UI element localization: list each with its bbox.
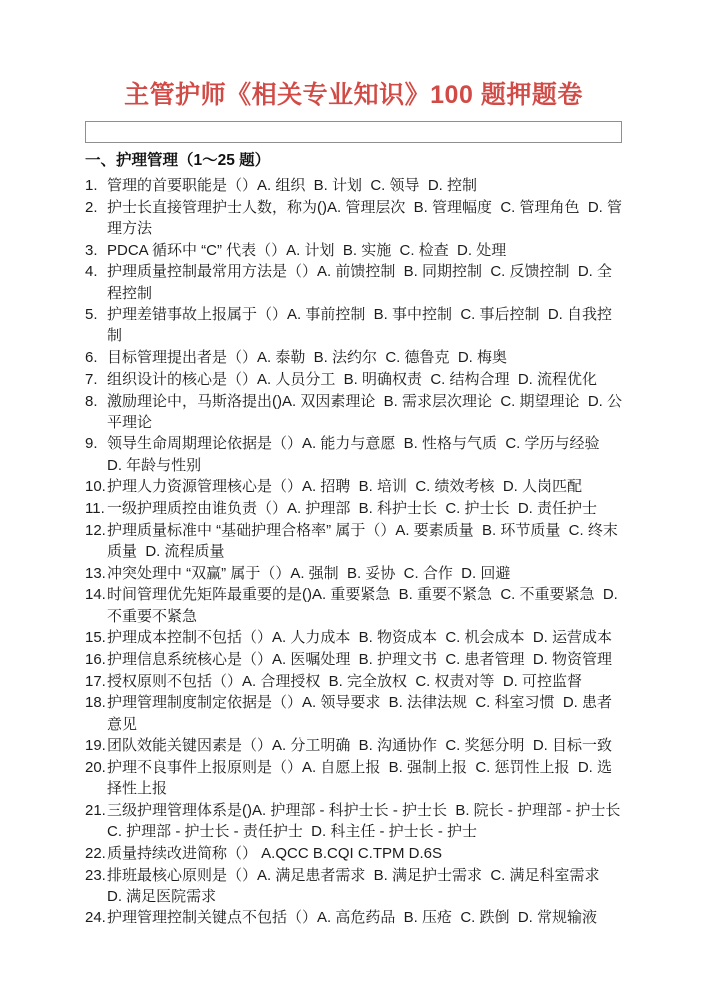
question-text: 护理质量控制最常用方法是（）A. 前馈控制 B. 同期控制 C. 反馈控制 D. 全程控制: [107, 263, 613, 302]
question-item: [85, 584, 622, 626]
question-item: [85, 843, 622, 864]
question-text: 冲突处理中 “双赢” 属于（）A. 强制 B. 妥协 C. 合作 D. 回避: [107, 564, 511, 582]
question-number: 16.: [85, 650, 106, 668]
question-number: 21.: [85, 801, 106, 819]
question-text: 授权原则不包括（）A. 合理授权 B. 完全放权 C. 权责对等 D. 可控监督: [107, 672, 583, 690]
question-item: [85, 649, 622, 670]
question-item: [85, 347, 622, 368]
question-item: [85, 498, 622, 519]
question-number: 12.: [85, 521, 106, 539]
question-item: [85, 735, 622, 756]
question-text: 组织设计的核心是（）A. 人员分工 B. 明确权责 C. 结构合理 D. 流程优化: [107, 370, 598, 388]
question-text: 领导生命周期理论依据是（）A. 能力与意愿 B. 性格与气质 C. 学历与经验 D. 年龄与性别: [107, 435, 608, 474]
question-number: 17.: [85, 672, 106, 690]
question-item: [85, 692, 622, 734]
question-item: [85, 627, 622, 648]
document-title: 主管护师《相关专业知识》100 题押题卷: [124, 81, 583, 109]
question-item: [85, 757, 622, 799]
question-item: [85, 240, 622, 261]
question-text: 时间管理优先矩阵最重要的是()A. 重要紧急 B. 重要不紧急 C. 不重要紧急 D. 不重要不紧急: [107, 586, 623, 625]
question-number: 11.: [85, 500, 105, 518]
question-item: [85, 175, 622, 196]
question-number: 15.: [85, 629, 106, 647]
document-content: [85, 78, 625, 929]
question-item: [85, 800, 625, 842]
question-item: [85, 197, 622, 239]
question-number: 5.: [85, 306, 98, 324]
question-text: 护理信息系统核心是（）A. 医嘱处理 B. 护理文书 C. 患者管理 D. 物资管理: [107, 650, 613, 668]
question-number: 4.: [85, 263, 98, 281]
question-text: 护理管理控制关键点不包括（）A. 高危药品 B. 压疮 C. 跌倒 D. 常规输液: [107, 909, 598, 927]
question-number: 7.: [85, 370, 98, 388]
question-item: [85, 304, 622, 346]
question-item: [85, 476, 622, 497]
question-number: 3.: [85, 241, 98, 259]
question-number: 2.: [85, 198, 98, 216]
question-number: 10.: [85, 478, 106, 496]
question-item: [85, 563, 622, 584]
question-item: [85, 261, 622, 303]
question-number: 23.: [85, 866, 106, 884]
question-text: 质量持续改进简称（） A.QCC B.CQI C.TPM D.6S: [107, 844, 443, 862]
question-text: 排班最核心原则是（）A. 满足患者需求 B. 满足护士需求 C. 满足科室需求 D. 满足医院需求: [107, 866, 608, 905]
question-text: 护理不良事件上报原则是（）A. 自愿上报 B. 强制上报 C. 惩罚性上报 D. 选择性上报: [107, 758, 613, 798]
question-text: 激励理论中，马斯洛提出()A. 双因素理论 B. 需求层次理论 C. 期望理论 D. 公平理论: [107, 392, 623, 431]
question-number: 24.: [85, 909, 106, 927]
question-text: 护士长直接管理护士人数，称为()A. 管理层次 B. 管理幅度 C. 管理角色 D. 管理方法: [107, 198, 623, 237]
question-text: 护理管理制度制定依据是（）A. 领导要求 B. 法律法规 C. 科室习惯 D. 患者意见: [107, 694, 613, 733]
question-text: PDCA 循环中 “C” 代表（）A. 计划 B. 实施 C. 检查 D. 处理: [107, 241, 507, 259]
question-item: [85, 433, 622, 475]
question-number: 20.: [85, 758, 106, 776]
question-text: 管理的首要职能是（）A. 组织 B. 计划 C. 领导 D. 控制: [107, 177, 478, 194]
question-text: 一级护理质控由谁负责（）A. 护理部 B. 科护士长 C. 护士长 D. 责任护士: [107, 500, 598, 518]
question-text: 团队效能关键因素是（）A. 分工明确 B. 沟通协作 C. 奖惩分明 D. 目标一致: [107, 737, 613, 755]
section-heading: 一、护理管理（1～25 题）: [85, 152, 271, 169]
question-list: [85, 175, 625, 929]
question-number: 1.: [85, 177, 98, 194]
question-number: 14.: [85, 586, 106, 604]
question-number: 6.: [85, 349, 98, 367]
question-item: [85, 369, 622, 390]
question-number: 8.: [85, 392, 98, 410]
name-input-box[interactable]: [85, 121, 622, 143]
question-number: 22.: [85, 844, 106, 862]
question-number: 13.: [85, 564, 106, 582]
question-item: [85, 907, 622, 928]
question-item: [85, 391, 622, 433]
question-number: 19.: [85, 737, 106, 755]
question-text: 护理成本控制不包括（）A. 人力成本 B. 物资成本 C. 机会成本 D. 运营成本: [107, 629, 613, 647]
question-item: [85, 671, 622, 692]
question-number: 9.: [85, 435, 98, 453]
question-item: [85, 520, 622, 562]
question-text: 护理人力资源管理核心是（）A. 招聘 B. 培训 C. 绩效考核 D. 人岗匹配: [107, 478, 583, 496]
question-text: 目标管理提出者是（）A. 泰勒 B. 法约尔 C. 德鲁克 D. 梅奥: [107, 349, 508, 367]
question-number: 18.: [85, 694, 106, 712]
question-text: 三级护理管理体系是()A. 护理部 - 科护士长 - 护士长 B. 院长 - 护理部 - 护士长 C. 护理部 - 护士长 - 责任护士 D. 科主任 - 护士长 - 护士: [107, 801, 625, 841]
question-text: 护理质量标准中 “基础护理合格率” 属于（）A. 要素质量 B. 环节质量 C. 终末质量 D. 流程质量: [107, 521, 618, 560]
question-item: [85, 865, 622, 907]
question-text: 护理差错事故上报属于（）A. 事前控制 B. 事中控制 C. 事后控制 D. 自我控制: [107, 306, 613, 345]
